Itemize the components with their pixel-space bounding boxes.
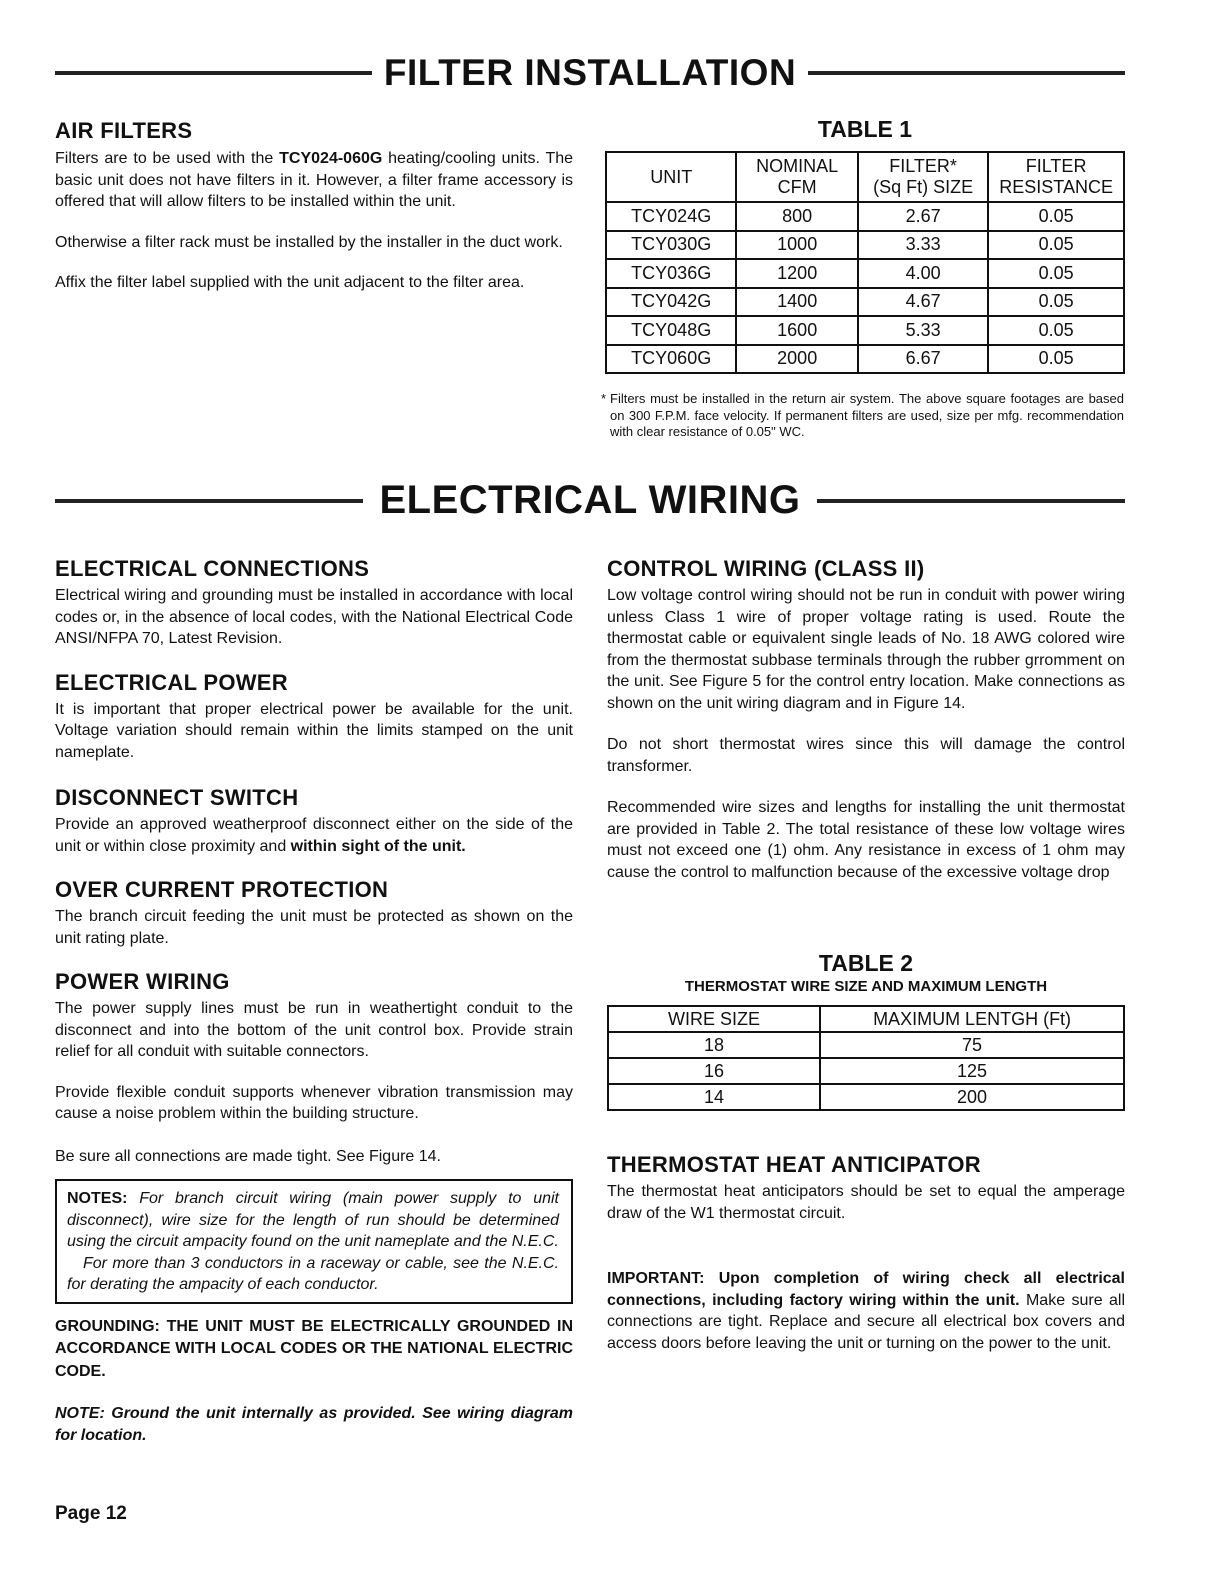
table2-title: TABLE 2 xyxy=(818,950,914,976)
air-filters-paragraph-1: Filters are to be used with the TCY024-060G heating/cooling units. The basic unit does not have filters in it. However, a filter frame accessory is offered that will allow filters to be installed within the unit. xyxy=(55,150,574,210)
important-note: IMPORTANT: Upon completion of wiring check all electrical connections, including factory wiring within the unit. Make sure all connections are tight. Replace and secure all electrical box covers and access doors before leaving the unit or turning on the power to the unit. xyxy=(607,1270,1126,1352)
header-cell: UNIT xyxy=(606,152,736,202)
electrical-power-heading: ELECTRICAL POWER xyxy=(55,669,288,695)
table-row: TCY042G 1400 4.67 0.05 xyxy=(606,288,1124,317)
divider xyxy=(808,71,1125,75)
table2-header-row xyxy=(608,1006,1124,1032)
power-wiring-heading: POWER WIRING xyxy=(55,969,230,994)
divider xyxy=(55,499,363,503)
asterisk: * xyxy=(601,391,607,406)
control-wiring-paragraph-2: Do not short thermostat wires since this will damage the control transformer. xyxy=(607,736,1125,775)
table-row: 14 200 xyxy=(608,1084,1124,1110)
notes-box xyxy=(55,1179,573,1304)
power-wiring-paragraph-2: Provide flexible conduit supports whenever vibration transmission may cause a noise problem within the building structure. xyxy=(55,1083,573,1122)
notes-text-2: For more than 3 conductors in a raceway or cable, see the N.E.C. for derating the ampacity of each conductor. xyxy=(67,1254,559,1293)
table1-header-row xyxy=(606,152,1124,202)
electrical-connections-text: Electrical wiring and grounding must be installed in accordance with local codes or, in the absence of local codes, with the National Electrical Code ANSI/NFPA 70, Latest Revision. xyxy=(55,587,573,647)
notes-text-1: NOTES: For branch circuit wiring (main power supply to unit disconnect), wire size for the length of run should be determined using the circuit ampacity found on the unit nameplate and the N.E.C. xyxy=(67,1190,559,1250)
filter-installation-banner xyxy=(55,52,1125,94)
over-current-heading: OVER CURRENT PROTECTION xyxy=(55,877,389,902)
header-cell: FILTER* (Sq Ft) SIZE xyxy=(858,152,988,202)
divider xyxy=(55,71,372,75)
grounding-warning: GROUNDING: THE UNIT MUST BE ELECTRICALLY GROUNDED IN ACCORDANCE WITH LOCAL CODES OR THE NATIONAL ELECTRIC CODE. xyxy=(55,1317,573,1380)
notes-label: NOTES: xyxy=(67,1190,128,1207)
table1-footnote: * Filters must be installed in the return air system. The above square footages are based on 300 F.P.M. face velocity. If permanent filters are used, size per mfg. recommendation with clear resistance of 0.05" WC. xyxy=(601,391,1124,439)
table-row: TCY060G 2000 6.67 0.05 xyxy=(606,345,1124,374)
table2-subtitle: THERMOSTAT WIRE SIZE AND MAXIMUM LENGTH xyxy=(684,978,1048,995)
control-wiring-heading: CONTROL WIRING (CLASS II) xyxy=(607,556,925,581)
power-wiring-paragraph-1: The power supply lines must be run in weathertight conduit to the disconnect and into the bottom of the unit control box. Provide strain relief for all conduit with suitable connectors. xyxy=(55,1000,573,1060)
ground-note: NOTE: Ground the unit internally as provided. See wiring diagram for location. xyxy=(55,1405,573,1444)
over-current-text: The branch circuit feeding the unit must be protected as shown on the unit rating plate. xyxy=(55,908,573,947)
electrical-wiring-banner xyxy=(55,478,1125,523)
control-wiring-paragraph-3: Recommended wire sizes and lengths for installing the unit thermostat are provided in Table 2. The total resistance of these low voltage wires must not exceed one (1) ohm. Any resistance in excess of 1 ohm may cause the control to malfunction because of the excessive voltage drop xyxy=(607,799,1125,881)
table-row: 16 125 xyxy=(608,1058,1124,1084)
control-wiring-paragraph-1: Low voltage control wiring should not be run in conduit with power wiring unless Class 1 wire of proper voltage rating is used. Route the thermostat cable or equivalent single leads of No. 18 AWG colored wire from the thermostat subbase terminals through the rubber grromment on the unit. See Figure 5 for the control entry location. Make connections as shown on the unit wiring diagram and in Figure 14. xyxy=(607,587,1125,712)
table-row: TCY036G 1200 4.00 0.05 xyxy=(606,259,1124,288)
divider xyxy=(817,499,1125,503)
table2 xyxy=(607,1005,1125,1111)
air-filters-paragraph-2: Otherwise a filter rack must be installed by the installer in the duct work. xyxy=(55,233,563,251)
table1-title: TABLE 1 xyxy=(817,116,913,142)
electrical-power-text: It is important that proper electrical power be available for the unit. Voltage variation should remain within the limits stamped on the unit nameplate. xyxy=(55,700,573,761)
electrical-connections-heading: ELECTRICAL CONNECTIONS xyxy=(55,556,370,581)
air-filters-section xyxy=(55,118,573,294)
table-row: 18 75 xyxy=(608,1032,1124,1058)
table-row: TCY048G 1600 5.33 0.05 xyxy=(606,316,1124,345)
header-cell: MAXIMUM LENTGH (Ft) xyxy=(820,1006,1124,1032)
disconnect-switch-heading: DISCONNECT SWITCH xyxy=(55,785,299,810)
section-title: FILTER INSTALLATION xyxy=(383,52,797,93)
left-column xyxy=(55,556,573,1447)
header-cell: WIRE SIZE xyxy=(608,1006,820,1032)
right-column xyxy=(607,556,1125,883)
header-cell: FILTER RESISTANCE xyxy=(988,152,1124,202)
section-title: ELECTRICAL WIRING xyxy=(379,478,801,522)
table-row: TCY024G 800 2.67 0.05 xyxy=(606,202,1124,231)
disconnect-switch-text: Provide an approved weatherproof disconnect either on the side of the unit or within close proximity and within sight of the unit. xyxy=(55,816,573,855)
anticipator-heading: THERMOSTAT HEAT ANTICIPATOR xyxy=(607,1152,981,1177)
power-wiring-paragraph-3: Be sure all connections are made tight. See Figure 14. xyxy=(55,1147,441,1165)
air-filters-paragraph-3: Affix the filter label supplied with the unit adjacent to the filter area. xyxy=(55,274,525,291)
table-row: TCY030G 1000 3.33 0.05 xyxy=(606,231,1124,260)
page-number: Page 12 xyxy=(55,1503,127,1524)
table1 xyxy=(605,151,1125,374)
anticipator-section xyxy=(607,1152,1125,1354)
air-filters-heading: AIR FILTERS xyxy=(55,118,193,143)
header-cell: NOMINAL CFM xyxy=(736,152,858,202)
anticipator-text: The thermostat heat anticipators should be set to equal the amperage draw of the W1 thermostat circuit. xyxy=(607,1183,1125,1222)
